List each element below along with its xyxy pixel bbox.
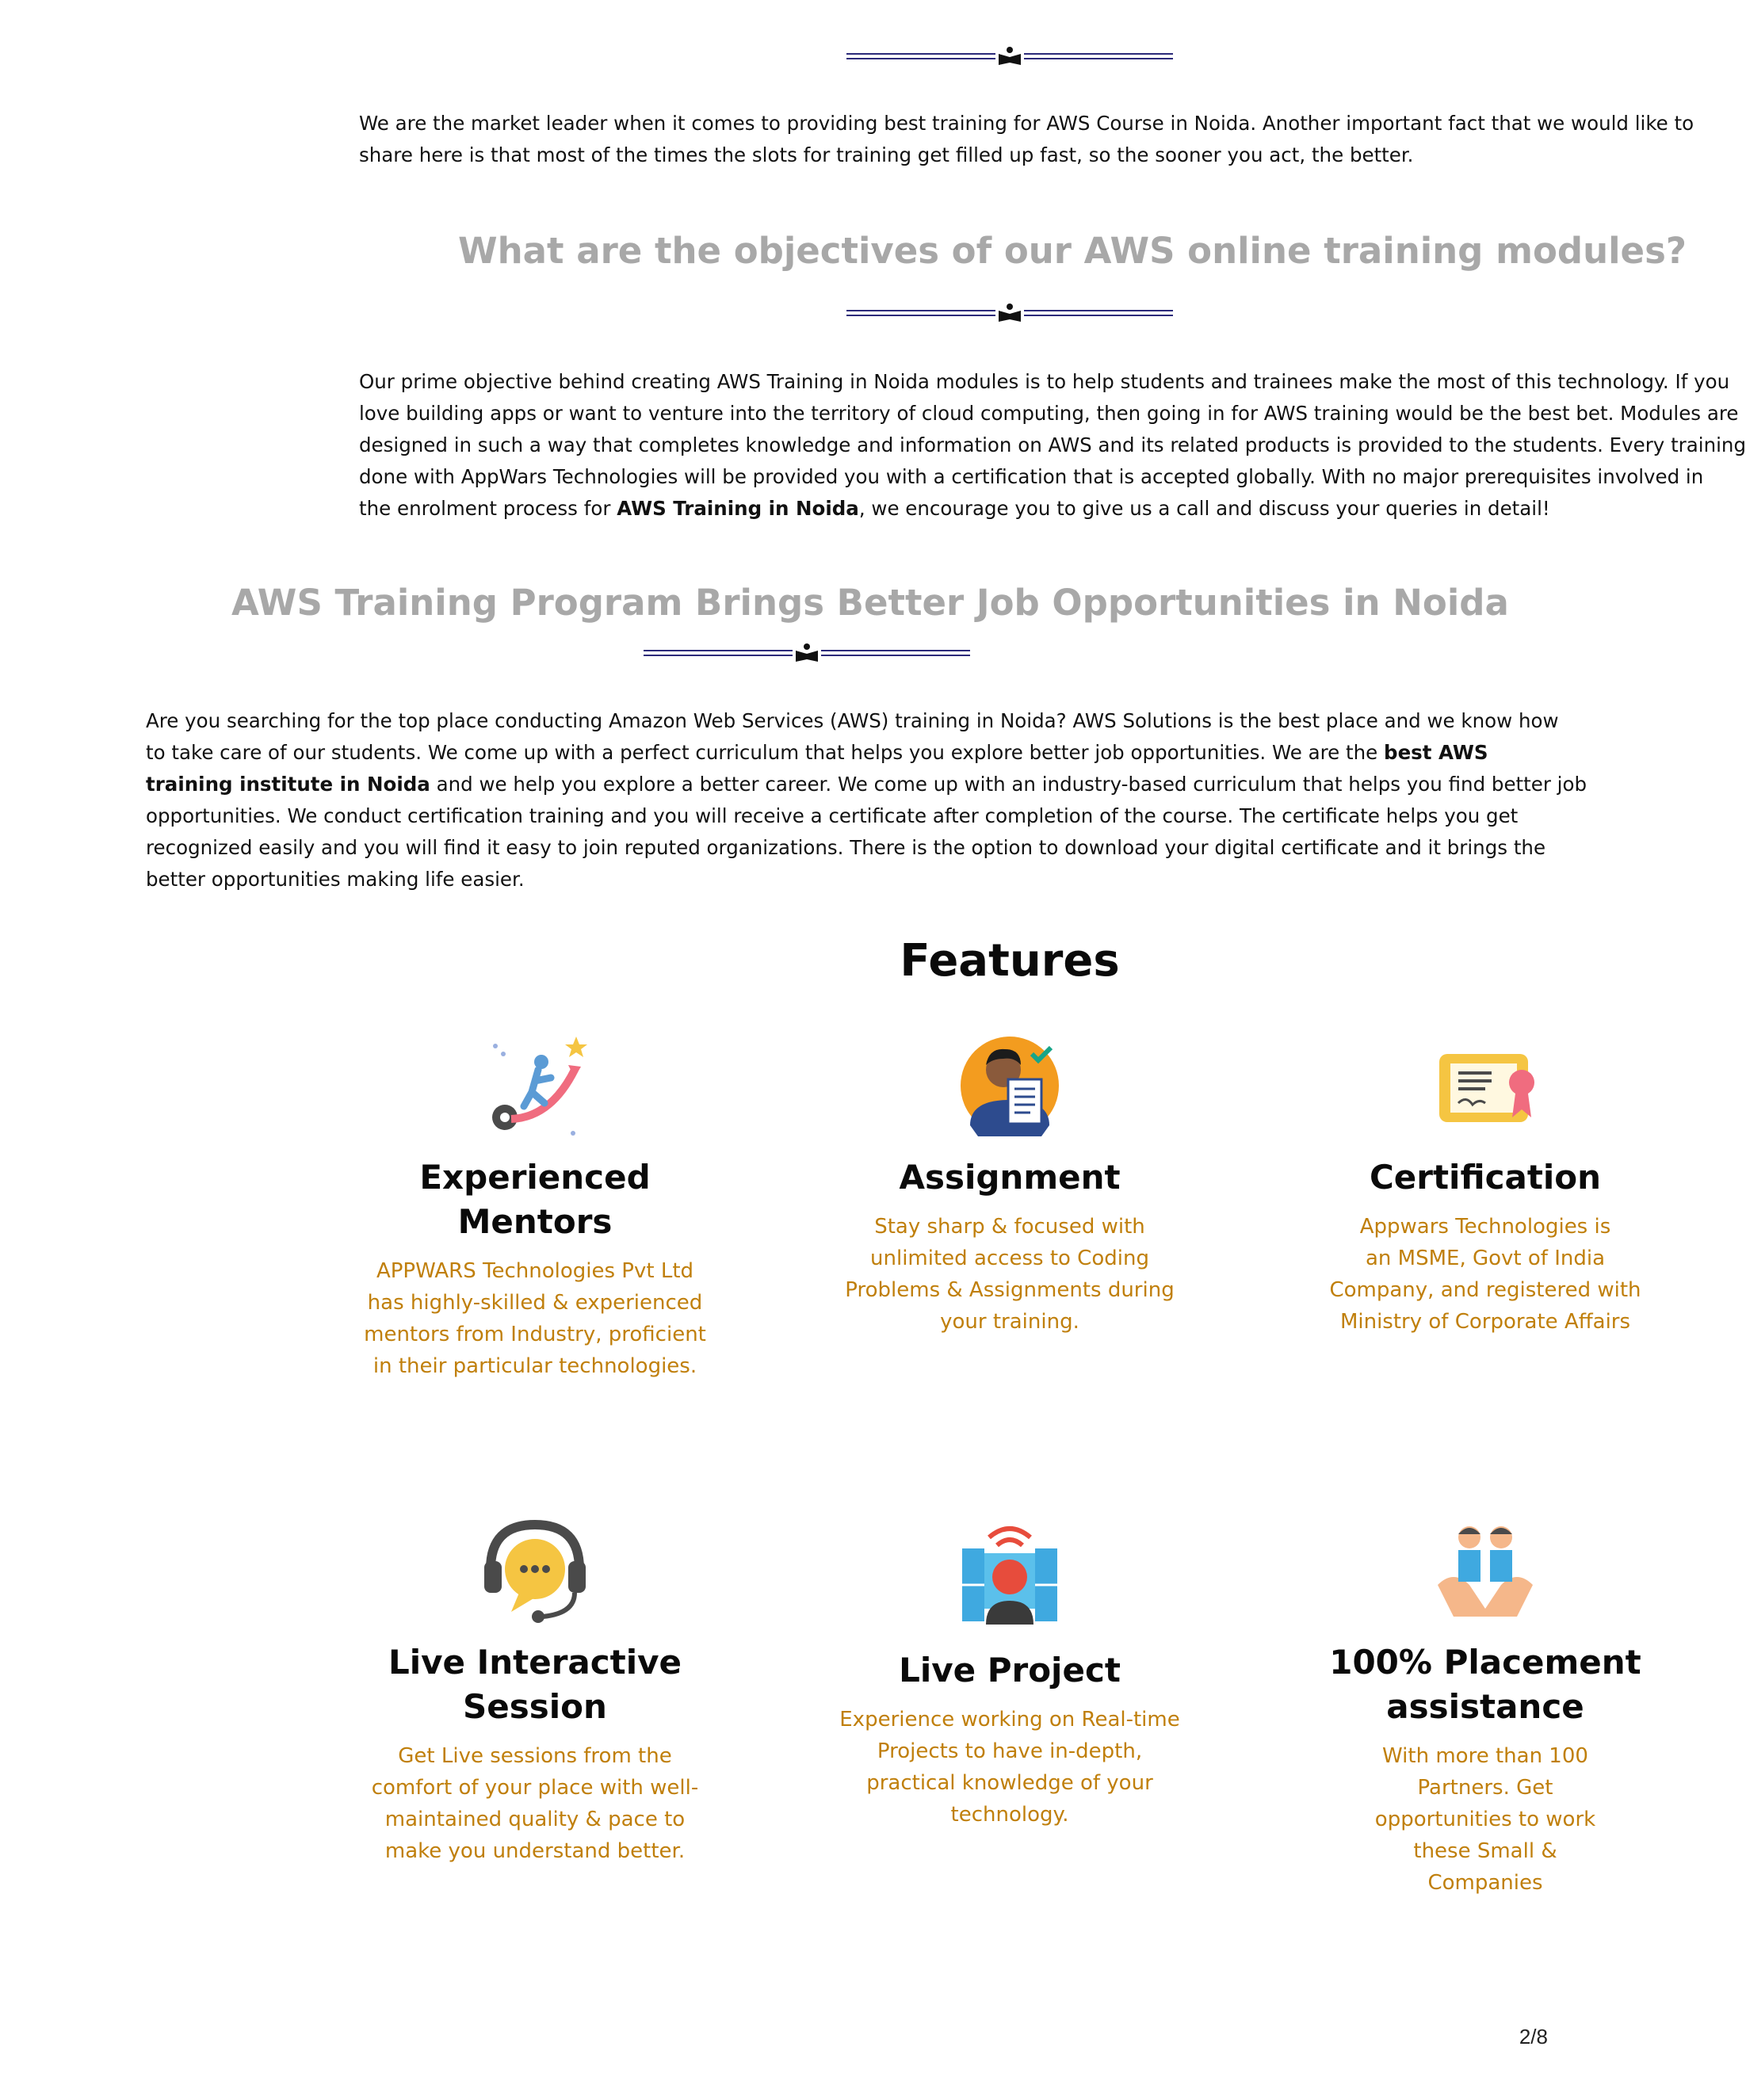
card-title: Experienced (419, 1158, 651, 1197)
card-desc: Experience working on Real-time (839, 1708, 1180, 1732)
card-title: Live Interactive (388, 1643, 682, 1682)
card-desc: Projects to have in-depth, (877, 1739, 1143, 1763)
card-desc: Company, and registered with (1329, 1278, 1641, 1302)
intro-line: share here is that most of the times the slots for training get filled up fast, so the sooner you act, the better. (359, 143, 1414, 166)
objectives-line: done with AppWars Technologies will be provided you with a certification that is accepted globally. With no major prerequisites involved in (359, 465, 1704, 488)
card-desc: has highly-skilled & experienced (367, 1291, 703, 1315)
objectives-line: designed in such a way that completes knowledge and information on AWS and its related products is provided to the students. Every training (359, 433, 1746, 456)
card-title: assistance (1386, 1687, 1584, 1726)
card-desc: Appwars Technologies is (1359, 1215, 1611, 1239)
card-title: 100% Placement (1329, 1643, 1641, 1682)
card-desc: your training. (940, 1310, 1079, 1334)
aws-training-noida-bold: AWS Training in Noida (617, 497, 859, 520)
assignment-person-icon (954, 1030, 1065, 1141)
job-paragraph (146, 705, 1587, 903)
job-line: better opportunities making life easier. (146, 868, 525, 891)
feature-card-live-session (337, 1514, 733, 1867)
page-number: 2/8 (1519, 2025, 1548, 2048)
headset-chat-icon (479, 1514, 590, 1625)
card-desc: Companies (1427, 1871, 1543, 1895)
best-aws-bold: best AWS (1384, 741, 1488, 764)
card-desc: mentors from Industry, proficient (364, 1323, 706, 1346)
job-line: opportunities. We conduct certification training and you will receive a certificate after completion of the course. The certificate helps you get (146, 804, 1519, 827)
job-line: training institute in Noida and we help you explore a better career. We come up with an industry-based curriculum that helps you find better job (146, 773, 1587, 796)
feature-card-live-project (812, 1522, 1208, 1831)
objectives-paragraph (359, 366, 1746, 529)
placement-team-icon (1430, 1514, 1541, 1625)
card-title: Session (463, 1687, 607, 1726)
feature-card-placement (1287, 1514, 1683, 1899)
book-divider-icon (846, 46, 1173, 67)
card-desc: APPWARS Technologies Pvt Ltd (376, 1259, 694, 1283)
card-desc: Ministry of Corporate Affairs (1339, 1310, 1631, 1334)
feature-card-certification (1287, 1030, 1683, 1338)
objectives-heading-wrap (458, 230, 1687, 285)
card-desc: practical knowledge of your (866, 1771, 1153, 1795)
card-desc: Partners. Get (1417, 1776, 1553, 1800)
feature-card-mentors (337, 1030, 733, 1382)
features-grid (0, 1014, 1641, 1926)
card-desc: technology. (950, 1803, 1069, 1827)
card-title: Assignment (899, 1158, 1121, 1197)
card-title: Certification (1369, 1158, 1602, 1197)
card-desc: comfort of your place with well- (371, 1776, 699, 1800)
certificate-icon (1430, 1030, 1541, 1141)
card-desc: opportunities to work (1374, 1808, 1596, 1831)
card-desc: an MSME, Govt of India (1365, 1247, 1606, 1270)
card-desc: Problems & Assignments during (845, 1278, 1175, 1302)
card-desc: Stay sharp & focused with (874, 1215, 1145, 1239)
card-desc: make you understand better. (384, 1839, 686, 1863)
book-divider-icon (644, 643, 970, 663)
card-desc: in their particular technologies. (373, 1354, 697, 1378)
card-title: Mentors (457, 1202, 613, 1241)
card-desc: With more than 100 (1382, 1744, 1588, 1768)
card-desc: maintained quality & pace to (384, 1808, 686, 1831)
card-desc: these Small & (1413, 1839, 1557, 1863)
live-project-icon (954, 1522, 1065, 1632)
objectives-line: love building apps or want to venture into the territory of cloud computing, then going in for AWS training would be the best bet. Modules are (359, 402, 1739, 425)
book-divider-icon (846, 303, 1173, 323)
intro-line: We are the market leader when it comes to providing best training for AWS Course in Noida. Another important fact that we would like to (359, 112, 1694, 135)
job-heading: AWS Training Program Brings Better Job Opportunities in Noida (231, 582, 1509, 624)
feature-card-assignment (812, 1030, 1208, 1338)
mentor-climb-icon (479, 1030, 590, 1141)
institute-noida-bold: training institute in Noida (146, 773, 430, 796)
job-heading-wrap (0, 582, 1623, 637)
objectives-line-last: the enrolment process for AWS Training in Noida, we encourage you to give us a call and discuss your queries in detail! (359, 497, 1550, 520)
features-title: Features (900, 935, 1120, 987)
intro-paragraph (359, 108, 1694, 174)
job-line: Are you searching for the top place conducting Amazon Web Services (AWS) training in Noida? AWS Solutions is the best place and we know how (146, 709, 1559, 732)
card-desc: unlimited access to Coding (870, 1247, 1149, 1270)
card-title: Live Project (899, 1651, 1121, 1690)
card-desc: Get Live sessions from the (398, 1744, 672, 1768)
objectives-line: Our prime objective behind creating AWS Training in Noida modules is to help students and trainees make the most of this technology. If you (359, 370, 1730, 393)
objectives-heading: What are the objectives of our AWS online training modules? (458, 230, 1687, 272)
job-line: to take care of our students. We come up with a perfect curriculum that helps you explore better job opportunities. We are the best AWS (146, 741, 1488, 764)
job-line: recognized easily and you will find it easy to join reputed organizations. There is the option to download your digital certificate and it brings the (146, 836, 1546, 859)
